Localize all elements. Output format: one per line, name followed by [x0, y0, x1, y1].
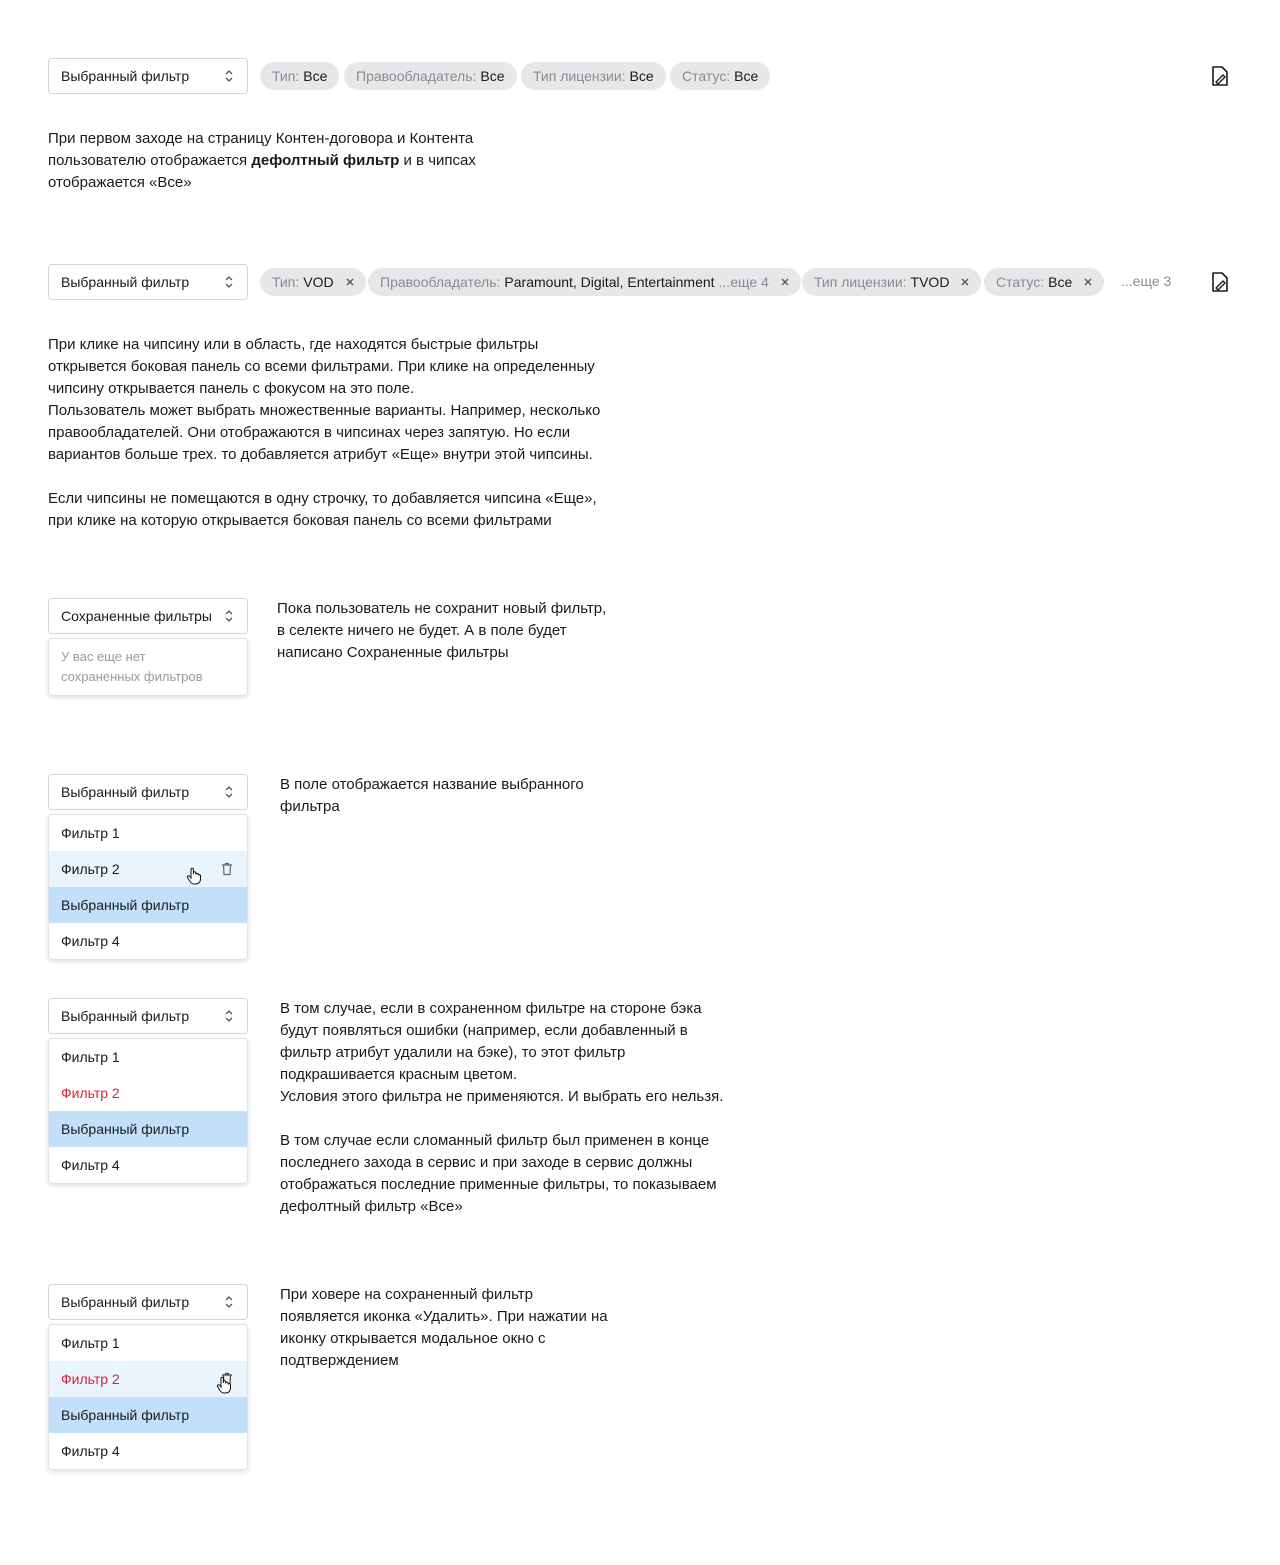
desc-line: появляется иконка «Удалить». При нажатии на [280, 1308, 608, 1325]
close-icon[interactable] [781, 278, 789, 286]
desc-line: отображаться последние применные фильтры, то показываем [280, 1176, 717, 1193]
chevron-updown-icon [223, 784, 235, 800]
chip-key: Правообладатель: [356, 68, 477, 84]
desc-line: В том случае, если в сохраненном фильтре на стороне бэка [280, 1000, 702, 1017]
section5-description [280, 998, 723, 1218]
chip-license-type[interactable] [521, 62, 666, 90]
filter-option[interactable] [49, 1433, 247, 1469]
filter-select-value: Выбранный фильтр [61, 1294, 190, 1310]
close-icon[interactable] [346, 278, 354, 286]
chip-license-type[interactable] [802, 268, 981, 296]
desc-line: вариантов больше трех. то добавляется атрибут «Еще» внутри этой чипсины. [48, 446, 593, 463]
option-label: Фильтр 4 [61, 1157, 120, 1173]
trash-icon[interactable] [221, 862, 233, 876]
chip-key: Тип: [272, 68, 300, 84]
save-filter-icon[interactable] [1208, 270, 1232, 294]
chip-type[interactable] [260, 268, 366, 296]
desc-line: фильтр атрибут удалили на бэке), то этот фильтр [280, 1044, 626, 1061]
section3-description [277, 598, 606, 664]
desc-line: чипсину открывается панель с фокусом на это поле. [48, 380, 415, 397]
desc-line: Условия этого фильтра не применяются. И выбрать его нельзя. [280, 1088, 724, 1105]
filters-dropdown [48, 1038, 248, 1184]
filter-option[interactable] [49, 923, 247, 959]
chip-value: Все [1048, 274, 1073, 290]
desc-line: Если чипсины не помещаются в одну строчку, то добавляется чипсина «Еще», [48, 490, 597, 507]
filter-select-value: Выбранный фильтр [61, 1008, 190, 1024]
close-icon[interactable] [961, 278, 969, 286]
chip-value: Все [629, 68, 654, 84]
desc-line: Пока пользователь не сохранит новый фильтр, [277, 600, 607, 617]
filter-select-value: Выбранный фильтр [61, 68, 190, 84]
chevron-updown-icon [223, 68, 235, 84]
section2-description [48, 334, 600, 532]
desc-text: и в чипсах [399, 152, 476, 169]
filter-option[interactable] [49, 851, 247, 887]
option-label: Фильтр 4 [61, 933, 120, 949]
chip-type[interactable] [260, 62, 339, 90]
filter-select-value: Выбранный фильтр [61, 274, 190, 290]
option-label: Выбранный фильтр [61, 897, 190, 913]
option-label: Фильтр 1 [61, 1335, 120, 1351]
chip-rightsholder[interactable] [344, 62, 517, 90]
chip-value: Все [303, 68, 328, 84]
chip-key: Тип: [272, 274, 300, 290]
filter-option-selected[interactable] [49, 1397, 247, 1433]
save-filter-icon[interactable] [1208, 64, 1232, 88]
desc-line: написано Сохраненные фильтры [277, 644, 509, 661]
desc-line: правообладателей. Они отображаются в чипсинах через запятую. Но если [48, 424, 571, 441]
chip-rightsholder[interactable] [368, 268, 801, 296]
filter-option[interactable] [49, 1325, 247, 1361]
section1-description [48, 128, 476, 194]
empty-text: сохраненных фильтров [61, 669, 203, 684]
desc-line: последнего захода в сервис и при заходе в сервис должны [280, 1154, 693, 1171]
desc-text: пользователю отображается [48, 152, 252, 169]
desc-line [48, 150, 476, 172]
chip-value: TVOD [910, 274, 950, 290]
desc-line: подтверждением [280, 1352, 399, 1369]
desc-line: При клике на чипсину или в область, где находятся быстрые фильтры [48, 336, 539, 353]
desc-line: фильтра [280, 798, 340, 815]
desc-line: подкрашивается красным цветом. [280, 1066, 518, 1083]
desc-line: При первом заходе на страницу Контен-договора и Контента [48, 130, 474, 147]
chip-value: Все [734, 68, 759, 84]
filter-option-broken [49, 1075, 247, 1111]
chip-status[interactable] [984, 268, 1104, 296]
filter-option[interactable] [49, 1147, 247, 1183]
chip-key: Статус: [996, 274, 1045, 290]
option-label: Фильтр 2 [61, 861, 120, 877]
filter-option-broken[interactable] [49, 1361, 247, 1397]
desc-line: в селекте ничего не будет. А в поле будет [277, 622, 567, 639]
option-label: Выбранный фильтр [61, 1407, 190, 1423]
filter-select-value: Выбранный фильтр [61, 784, 190, 800]
desc-line: В том случае если сломанный фильтр был применен в конце [280, 1132, 710, 1149]
filters-dropdown [48, 814, 248, 960]
chip-key: Тип лицензии: [814, 274, 907, 290]
chip-key: Правообладатель: [380, 274, 501, 290]
filter-select-value: Сохраненные фильтры [61, 608, 212, 624]
filter-option[interactable] [49, 1039, 247, 1075]
desc-line: отображается «Все» [48, 174, 192, 191]
empty-state [49, 639, 247, 695]
desc-line: при клике на которую открывается боковая панель со всеми фильтрами [48, 512, 552, 529]
empty-text: У вас еще нет [61, 649, 146, 664]
chevron-updown-icon [223, 608, 235, 624]
chip-more-count: ...еще 4 [718, 274, 769, 290]
chip-key: Тип лицензии: [533, 68, 626, 84]
filter-option-selected[interactable] [49, 1111, 247, 1147]
more-chips-link[interactable]: ...еще 3 [1121, 273, 1172, 289]
desc-bold: дефолтный фильтр [251, 152, 400, 169]
filter-select[interactable] [48, 58, 248, 94]
desc-line: При ховере на сохраненный фильтр [280, 1286, 534, 1303]
option-label: Фильтр 1 [61, 825, 120, 841]
section4-description [280, 774, 584, 818]
chip-value: Все [480, 68, 505, 84]
chip-value: Paramount, Digital, Entertainment [504, 274, 715, 290]
filter-option[interactable] [49, 815, 247, 851]
option-label: Фильтр 1 [61, 1049, 120, 1065]
saved-filters-dropdown [48, 638, 248, 696]
desc-spacer [280, 1108, 723, 1130]
filter-select[interactable] [48, 774, 248, 810]
desc-line: будут появляться ошибки (например, если добавленный в [280, 1022, 688, 1039]
option-label: Фильтр 2 [61, 1085, 120, 1101]
filter-select[interactable] [48, 1284, 248, 1320]
chip-value: VOD [303, 274, 334, 290]
option-label: Фильтр 4 [61, 1443, 120, 1459]
option-label: Фильтр 2 [61, 1371, 120, 1387]
chip-key: Статус: [682, 68, 731, 84]
filters-dropdown [48, 1324, 248, 1470]
desc-line: иконку открывается модальное окно с [280, 1330, 546, 1347]
filter-option-selected[interactable] [49, 887, 247, 923]
close-icon[interactable] [1084, 278, 1092, 286]
desc-line: открывется боковая панель со всеми фильтрами. При клике на определенныу [48, 358, 595, 375]
option-label: Выбранный фильтр [61, 1121, 190, 1137]
filter-select[interactable] [48, 998, 248, 1034]
chevron-updown-icon [223, 1294, 235, 1310]
filter-select[interactable] [48, 264, 248, 300]
chevron-updown-icon [223, 274, 235, 290]
desc-spacer [48, 466, 600, 488]
trash-icon[interactable] [221, 1372, 233, 1386]
chip-status[interactable] [670, 62, 770, 90]
chevron-updown-icon [223, 1008, 235, 1024]
section6-description [280, 1284, 608, 1372]
desc-line: Пользователь может выбрать множественные варианты. Например, несколько [48, 402, 601, 419]
desc-line: дефолтный фильтр «Все» [280, 1198, 463, 1215]
desc-line: В поле отображается название выбранного [280, 776, 584, 793]
saved-filters-select[interactable] [48, 598, 248, 634]
